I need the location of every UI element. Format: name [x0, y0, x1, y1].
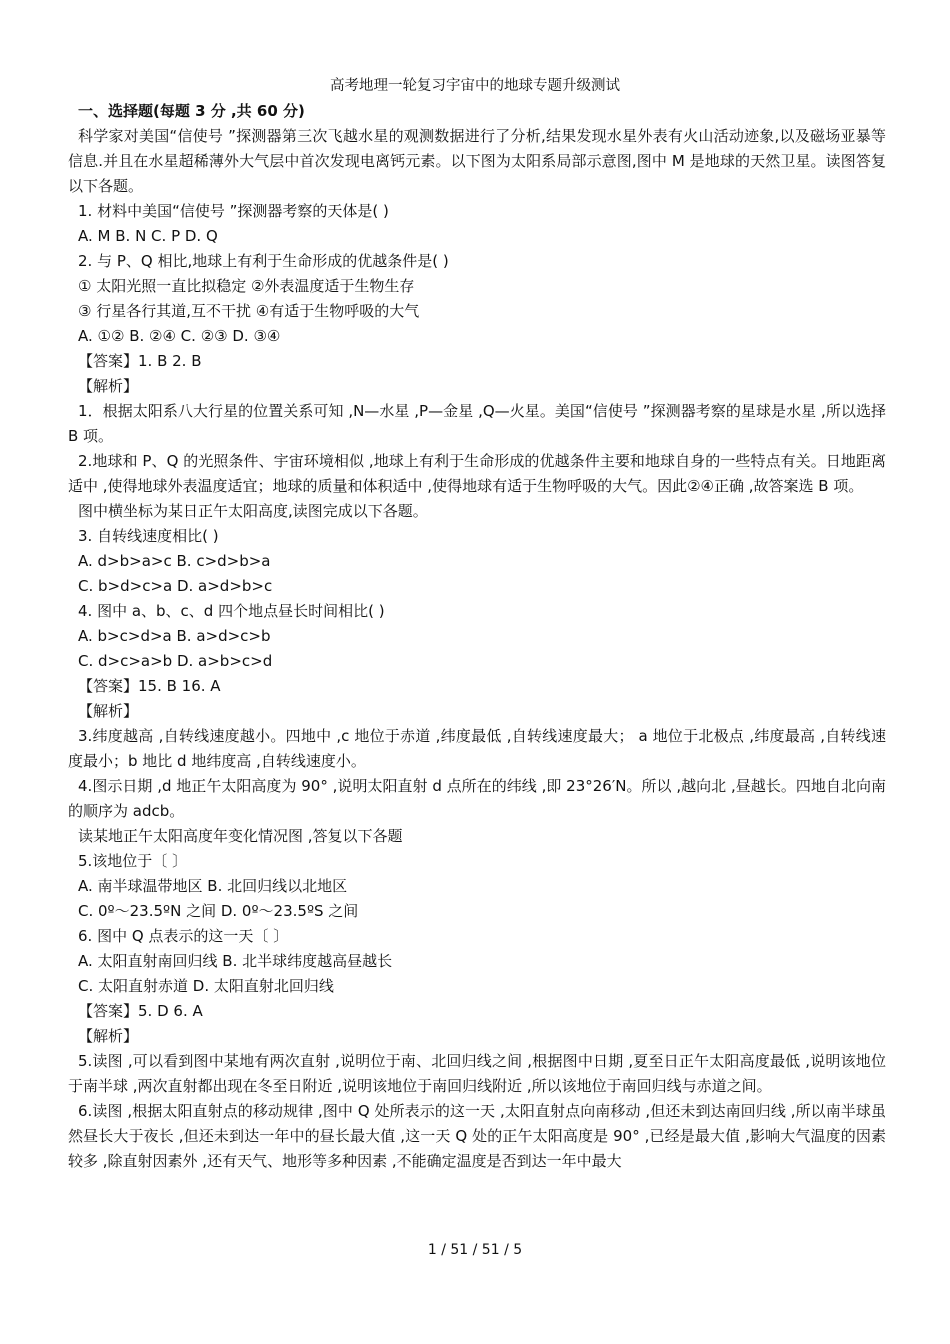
paragraph: 1．根据太阳系八大行星的位置关系可知 ,N—水星 ,P—金星 ,Q—火星。美国“信使号 ”探测器考察的星球是水星 ,所以选择 B 项。 [68, 402, 886, 445]
page-number: 1 / 51 / 51 / 5 [427, 1242, 523, 1258]
text-line: 6. 图中 Q 点表示的这一天〔 〕 [78, 927, 289, 945]
text-line: 【解析】 [78, 702, 139, 720]
paragraph: 科学家对美国“信使号 ”探测器第三次飞越水星的观测数据进行了分析,结果发现水星外表有火山活动迹象,以及磁场亚暴等信息.并且在水星超稀薄外大气层中首次发现电离钙元素。以下图为太阳系局部示意图,图中 M 是地球的天然卫星。读图答复以下各题。 [68, 127, 886, 195]
text-line: 【答案】5. D 6. A [78, 1002, 203, 1020]
text-line: A. M B. N C. P D. Q [78, 227, 218, 245]
text-line: A. 太阳直射南回归线 B. 北半球纬度越高昼越长 [78, 952, 393, 970]
text-line: A. d>b>a>c B. c>d>b>a [78, 552, 271, 570]
document-title: 高考地理一轮复习宇宙中的地球专题升级测试 [330, 78, 620, 94]
text-line: 5.该地位于〔 〕 [78, 852, 188, 870]
text-line: ③ 行星各行其道,互不干扰 ④有适于生物呼吸的大气 [78, 302, 420, 320]
text-line: 【解析】 [78, 1027, 139, 1045]
text-line: C. d>c>a>b D. a>b>c>d [78, 652, 273, 670]
text-line: 【解析】 [78, 377, 139, 395]
text-line: C. 0º～23.5ºN 之间 D. 0º～23.5ºS 之间 [78, 902, 359, 920]
text-line: ① 太阳光照一直比拟稳定 ②外表温度适于生物生存 [78, 277, 415, 295]
text-line: 读某地正午太阳高度年变化情况图 ,答复以下各题 [78, 827, 403, 845]
text-line: 1. 材料中美国“信使号 ”探测器考察的天体是( ) [78, 202, 389, 220]
paragraph: 3.纬度越高 ,自转线速度越小。四地中 ,c 地位于赤道 ,纬度最低 ,自转线速度最大； a 地位于北极点 ,纬度最高 ,自转线速度最小；b 地比 d 地纬度高 ,自转线速度小。 [68, 727, 886, 770]
paragraph: 2.地球和 P、Q 的光照条件、宇宙环境相似 ,地球上有利于生命形成的优越条件主要和地球自身的一些特点有关。日地距离适中 ,使得地球外表温度适宜；地球的质量和体积适中 ,使得地球有适于生物呼吸的大气。因此②④正确 ,故答案选 B 项。 [68, 452, 886, 495]
text-line: C. b>d>c>a D. a>d>b>c [78, 577, 273, 595]
text-line: 【答案】15. B 16. A [78, 677, 221, 695]
text-line: A. 南半球温带地区 B. 北回归线以北地区 [78, 877, 348, 895]
text-line: 4. 图中 a、b、c、d 四个地点昼长时间相比( ) [78, 602, 385, 620]
paragraph: 4.图示日期 ,d 地正午太阳高度为 90° ,说明太阳直射 d 点所在的纬线 ,即 23°26′N。所以 ,越向北 ,昼越长。四地自北向南的顺序为 adcb。 [68, 777, 886, 820]
text-line: A. b>c>d>a B. a>d>c>b [78, 627, 271, 645]
document-body [68, 99, 886, 1174]
paragraph: 5.读图 ,可以看到图中某地有两次直射 ,说明位于南、北回归线之间 ,根据图中日期 ,夏至日正午太阳高度最低 ,说明该地位于南半球 ,两次直射都出现在冬至日附近 ,说明该地位于南回归线附近 ,所以该地位于南回归线与赤道之间。 [68, 1052, 886, 1095]
text-line: A. ①② B. ②④ C. ②③ D. ③④ [78, 327, 281, 345]
text-line: C. 太阳直射赤道 D. 太阳直射北回归线 [78, 977, 334, 995]
section-heading: 一、选择题(每题 3 分 ,共 60 分) [78, 102, 305, 120]
text-line: 【答案】1. B 2. B [78, 352, 202, 370]
text-line: 3. 自转线速度相比( ) [78, 527, 219, 545]
paragraph: 6.读图 ,根据太阳直射点的移动规律 ,图中 Q 处所表示的这一天 ,太阳直射点向南移动 ,但还未到达南回归线 ,所以南半球虽然昼长大于夜长 ,但还未到达一年中的昼长最大值 ,这一天 Q 处的正午太阳高度是 90° ,已经是最大值 ,影响大气温度的因素较多 ,除直射因素外 ,还有天气、地形等多种因素 ,不能确定温度是否到达一年中最大 [68, 1102, 886, 1170]
text-line: 图中横坐标为某日正午太阳高度,读图完成以下各题。 [78, 502, 428, 520]
text-line: 2. 与 P、Q 相比,地球上有利于生命形成的优越条件是( ) [78, 252, 449, 270]
